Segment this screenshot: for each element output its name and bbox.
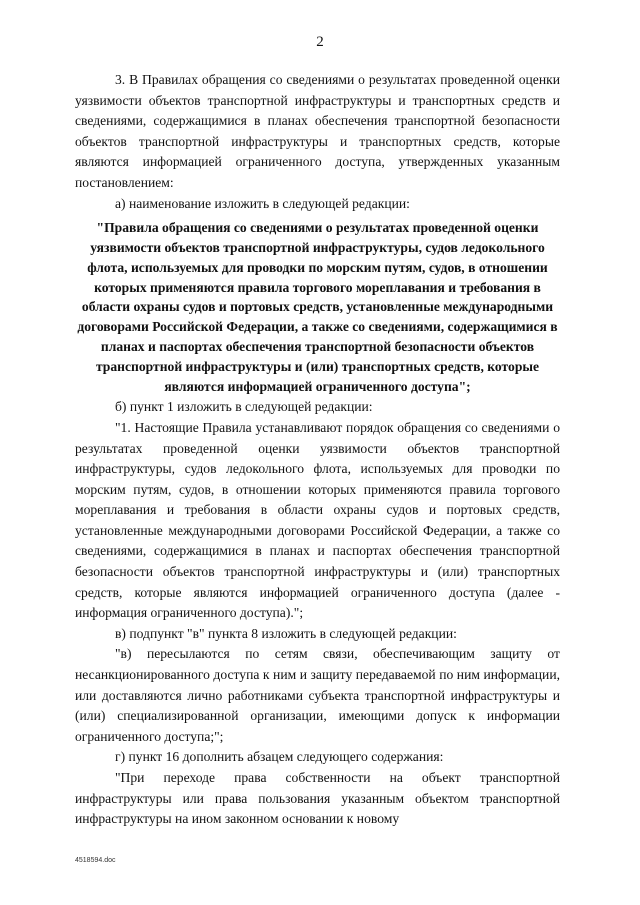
new-rules-title: "Правила обращения со сведениями о результатах проведенной оценки уязвимости объектов транспортной инфраструктуры, судов ледокольного флота, используемых для проводки по морским путям, судов, в отношении которых применяются правила торгового мореплавания и требования в области охраны судов и портовых средств, установленные международными договорами Российской Федерации, а также со сведениями, содержащимися в планах и паспортах обеспечения транспортной безопасности объектов транспортной инфраструктуры и (или) транспортных средств, которые являются информацией ограниченного доступа"; [77,220,558,394]
document-file-footer: 4518594.doc [75,857,116,864]
item-b: б) пункт 1 изложить в следующей редакции: [115,399,373,415]
document-body [75,70,560,830]
item-v-text: "в) пересылаются по сетям связи, обеспечивающим защиту от несанкционированного доступа к ним и защиту передаваемой по ним информации, или доставляются лично работниками субъекта транспортной инфраструктуры и (или) специализированной организации, имеющими допуск к информации ограниченного доступа;"; [75,646,560,744]
item-b-text: "1. Настоящие Правила устанавливают порядок обращения со сведениями о результатах проведенной оценки уязвимости объектов транспортной инфраструктуры, судов ледокольного флота, используемых для проводки по морским путям, судов, в отношении которых применяются правила торгового мореплавания и требования в области охраны судов и портовых средств, установленные международными договорами Российской Федерации, а также со сведениями, содержащимися в планах и паспортах обеспечения транспортной безопасности объектов транспортной инфраструктуры и (или) транспортных средств, которые являются информацией ограниченного доступа (далее - информация ограниченного доступа)."; [75,419,560,621]
paragraph-3-intro: 3. В Правилах обращения со сведениями о результатах проведенной оценки уязвимости объектов транспортной инфраструктуры и транспортных средств и сведениями, содержащимися в планах обеспечения транспортной безопасности объектов транспортной инфраструктуры и транспортных средств, которые являются информацией ограниченного доступа, утвержденных указанным постановлением: [75,72,560,190]
item-a: а) наименование изложить в следующей редакции: [115,195,410,211]
item-v: в) подпункт "в" пункта 8 изложить в следующей редакции: [115,625,457,641]
item-g: г) пункт 16 дополнить абзацем следующего содержания: [115,749,444,765]
item-g-text: "При переходе права собственности на объект транспортной инфраструктуры или права пользования указанным объектом транспортной инфраструктуры на ином законном основании к новому [75,770,560,827]
page-number: 2 [316,34,324,50]
